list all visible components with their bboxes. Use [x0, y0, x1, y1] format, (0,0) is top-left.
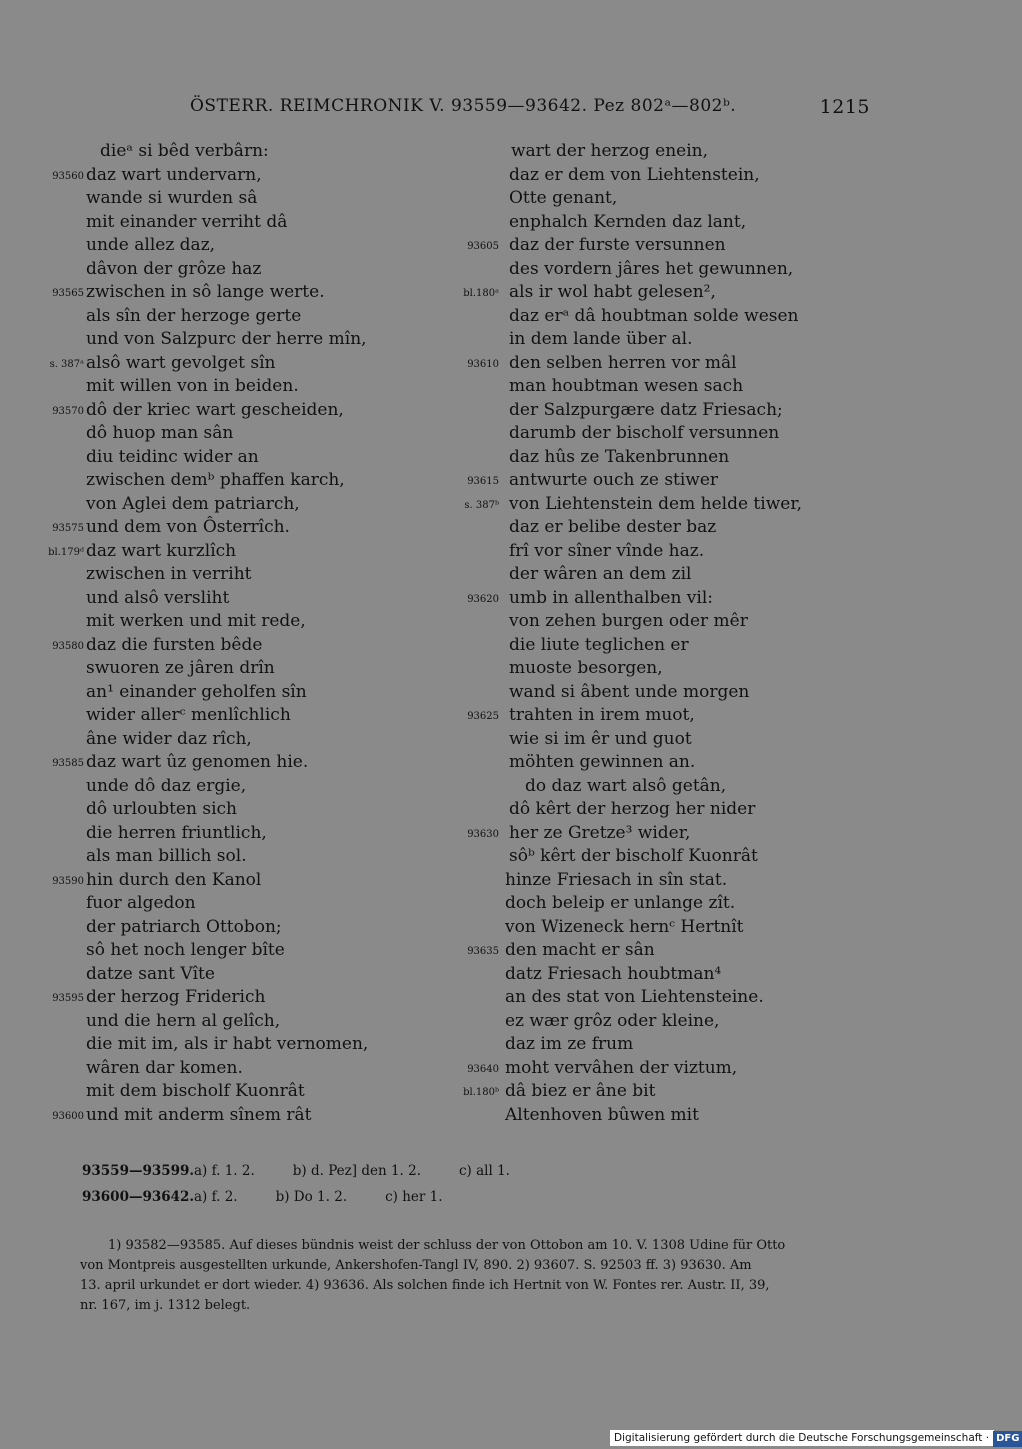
verse-line: [40, 728, 460, 752]
verse-line: [40, 587, 460, 611]
verse-text: und von Salzpurc der herre mîn,: [86, 329, 367, 349]
verse-line: [455, 540, 875, 564]
verse-text: alsô wart gevolget sîn: [86, 352, 276, 373]
apparatus-item: a) f. 1. 2.: [194, 1163, 255, 1179]
verse-line: [40, 634, 460, 658]
verse-line: [455, 845, 875, 869]
verse-line: [455, 657, 875, 681]
line-number: 93600: [52, 1110, 84, 1122]
verse-line: [455, 187, 875, 211]
verse-line: [455, 516, 875, 540]
verse-text: wart der herzog enein,: [511, 141, 708, 161]
line-number: 93565: [52, 288, 84, 299]
verse-text: antwurte ouch ze stiwer: [509, 470, 719, 490]
verse-text: do daz wart alsô getân,: [525, 775, 727, 796]
verse-line: [455, 493, 875, 517]
line-number: s. 387ᵃ: [49, 358, 84, 370]
verse-text: daz wart kurzlîch: [86, 540, 237, 561]
verse-text: trahten in irem muot,: [509, 705, 695, 725]
verse-line: [455, 963, 875, 987]
verse-text: swuoren ze jâren drîn: [86, 658, 275, 678]
verse-line: [40, 140, 460, 164]
verse-line: [40, 563, 460, 587]
verse-line: [455, 375, 875, 399]
verse-text: und alsô versliht: [86, 587, 230, 608]
verse-text: daz er dem von Liehtenstein,: [509, 164, 760, 185]
verse-text: daz im ze frum: [505, 1034, 634, 1054]
right-verse-column: [455, 140, 875, 1127]
verse-text: sô het noch lenger bîte: [86, 940, 285, 960]
verse-text: des vordern jâres het gewunnen,: [509, 258, 794, 279]
verse-line: [455, 140, 875, 164]
verse-line: [40, 164, 460, 188]
verse-text: ez wær grôz oder kleine,: [505, 1010, 720, 1031]
line-number: 93640: [467, 1063, 499, 1075]
line-number: 93630: [467, 828, 499, 840]
verse-text: von Aglei dem patriarch,: [86, 493, 300, 514]
verse-line: [40, 493, 460, 517]
line-number: 93585: [52, 758, 84, 769]
verse-line: [455, 469, 875, 493]
verse-line: [40, 892, 460, 916]
line-number: bl.179ᵈ: [48, 546, 84, 558]
verse-line: [40, 399, 460, 423]
verse-line: [40, 1033, 460, 1057]
verse-line: [40, 869, 460, 893]
line-number: 93615: [467, 476, 499, 487]
left-verse-column: [40, 140, 460, 1127]
verse-text: âne wider daz rîch,: [86, 728, 252, 749]
line-number: 93590: [52, 875, 84, 887]
verse-line: [455, 798, 875, 822]
verse-text: Altenhoven bûwen mit: [505, 1104, 699, 1125]
verse-line: [455, 634, 875, 658]
verse-text: die herren friuntlich,: [86, 822, 267, 843]
verse-text: dieᵃ si bêd verbârn:: [100, 141, 269, 161]
verse-text: als ir wol habt gelesen²,: [509, 282, 716, 302]
verse-text: und dem von Ôsterrîch.: [86, 517, 290, 537]
verse-line: [40, 281, 460, 305]
apparatus-range: 93559—93599.: [82, 1163, 195, 1179]
verse-line: [40, 704, 460, 728]
verse-line: [40, 916, 460, 940]
dfg-logo: DFG: [993, 1431, 1022, 1447]
line-number: bl.180ᵇ: [463, 1087, 499, 1098]
verse-line: [40, 446, 460, 470]
verse-text: in dem lande über al.: [509, 329, 693, 349]
verse-text: zwischen in verriht: [86, 564, 252, 584]
verse-text: enphalch Kernden daz lant,: [509, 211, 747, 232]
verse-line: [40, 845, 460, 869]
verse-line: [40, 681, 460, 705]
verse-text: wider allerᶜ menlîchlich: [86, 705, 291, 725]
verse-text: wie si im êr und guot: [509, 728, 692, 749]
verse-text: die mit im, als ir habt vernomen,: [86, 1034, 369, 1054]
verse-text: dô der kriec wart gescheiden,: [86, 399, 344, 420]
verse-text: Otte genant,: [509, 188, 618, 208]
line-number: 93580: [52, 640, 84, 652]
verse-text: wand si âbent unde morgen: [509, 681, 750, 702]
line-number: 93560: [52, 170, 84, 182]
verse-text: die liute teglichen er: [509, 634, 689, 655]
verse-line: [40, 1057, 460, 1081]
verse-text: zwischen demᵇ phaffen karch,: [86, 470, 345, 490]
verse-line: [455, 164, 875, 188]
verse-line: [455, 587, 875, 611]
footnote-line: 13. april urkundet er dort wieder. 4) 93636. Als solchen finde ich Hertnit von W. Fontes rer. Austr. II, 39,: [80, 1278, 770, 1293]
verse-text: man houbtman wesen sach: [509, 376, 744, 396]
apparatus-item: c) all 1.: [459, 1163, 510, 1179]
verse-line: [455, 728, 875, 752]
line-number: 93610: [467, 358, 499, 370]
verse-text: doch beleip er unlange zît.: [505, 893, 736, 913]
verse-line: [40, 328, 460, 352]
verse-text: von zehen burgen oder mêr: [509, 611, 748, 631]
verse-text: dâ biez er âne bit: [505, 1081, 656, 1101]
verse-text: muoste besorgen,: [509, 658, 663, 678]
verse-line: [40, 234, 460, 258]
verse-text: umb in allenthalben vil:: [509, 587, 714, 608]
verse-line: [40, 657, 460, 681]
verse-line: [40, 305, 460, 329]
verse-line: [455, 916, 875, 940]
verse-line: [455, 422, 875, 446]
page-number: 1215: [819, 96, 870, 118]
verse-text: zwischen in sô lange werte.: [86, 282, 325, 302]
footer-text: Digitalisierung gefördert durch die Deutsche Forschungsgemeinschaft ·: [614, 1432, 990, 1444]
verse-line: [455, 775, 875, 799]
verse-line: [40, 798, 460, 822]
verse-line: [40, 775, 460, 799]
apparatus-row: [82, 1184, 882, 1210]
verse-line: [455, 305, 875, 329]
verse-line: [40, 963, 460, 987]
verse-text: unde allez daz,: [86, 235, 216, 255]
verse-line: [40, 258, 460, 282]
verse-line: [455, 751, 875, 775]
verse-text: hinze Friesach in sîn stat.: [505, 869, 728, 890]
footnote-line: nr. 167, im j. 1312 belegt.: [80, 1298, 251, 1313]
verse-text: datze sant Vîte: [86, 963, 215, 984]
verse-text: der wâren an dem zil: [509, 564, 692, 584]
verse-line: [455, 986, 875, 1010]
apparatus-item: b) Do 1. 2.: [275, 1189, 348, 1205]
verse-text: daz hûs ze Takenbrunnen: [509, 446, 730, 467]
verse-text: daz wart ûz genomen hie.: [86, 752, 309, 772]
verse-text: daz er belibe dester baz: [509, 517, 717, 537]
verse-line: [455, 869, 875, 893]
verse-line: [455, 1080, 875, 1104]
line-number: 93625: [467, 711, 499, 722]
verse-line: [40, 1010, 460, 1034]
verse-line: [40, 751, 460, 775]
verse-text: daz der furste versunnen: [509, 235, 726, 255]
verse-text: wâren dar komen.: [86, 1057, 243, 1078]
verse-line: [40, 187, 460, 211]
line-number: bl.180ᵃ: [463, 288, 499, 299]
line-number: 93595: [52, 993, 84, 1004]
verse-line: [455, 399, 875, 423]
verse-line: [455, 258, 875, 282]
verse-line: [40, 211, 460, 235]
verse-text: und mit anderm sînem rât: [86, 1104, 312, 1125]
verse-line: [40, 986, 460, 1010]
verse-text: der Salzpurgære datz Friesach;: [509, 399, 783, 420]
verse-line: [455, 1057, 875, 1081]
verse-line: [40, 469, 460, 493]
footnote-line: 1) 93582—93585. Auf dieses bündnis weist der schluss der von Ottobon am 10. V. 1308 Udine für Otto: [108, 1238, 786, 1253]
verse-text: der patriarch Ottobon;: [86, 916, 282, 937]
verse-text: dô kêrt der herzog her nider: [509, 799, 756, 819]
verse-line: [455, 281, 875, 305]
line-number: 93570: [52, 405, 84, 417]
verse-text: der herzog Friderich: [86, 987, 266, 1007]
verse-text: daz erᵃ dâ houbtman solde wesen: [509, 305, 799, 326]
verse-text: dô urloubten sich: [86, 799, 237, 819]
line-number: 93635: [467, 946, 499, 957]
verse-text: moht vervâhen der viztum,: [505, 1057, 738, 1078]
verse-line: [40, 540, 460, 564]
verse-text: als sîn der herzoge gerte: [86, 305, 302, 326]
verse-line: [455, 939, 875, 963]
verse-text: darumb der bischolf versunnen: [509, 423, 780, 443]
verse-line: [40, 939, 460, 963]
verse-text: als man billich sol.: [86, 846, 247, 866]
verse-line: [40, 375, 460, 399]
verse-line: [455, 352, 875, 376]
verse-line: [455, 822, 875, 846]
verse-line: [40, 610, 460, 634]
verse-line: [40, 422, 460, 446]
footnote-line: von Montpreis ausgestellten urkunde, Ankershofen-Tangl IV, 890. 2) 93607. S. 92503 ff. 3) 93630. Am: [80, 1258, 752, 1273]
apparatus-item: b) d. Pez] den 1. 2.: [292, 1163, 421, 1179]
verse-line: [455, 446, 875, 470]
verse-text: mit dem bischolf Kuonrât: [86, 1081, 305, 1101]
verse-text: möhten gewinnen an.: [509, 752, 696, 772]
verse-line: [455, 1010, 875, 1034]
verse-text: dô huop man sân: [86, 423, 234, 443]
verse-line: [455, 681, 875, 705]
verse-text: hin durch den Kanol: [86, 869, 262, 890]
running-header: [190, 96, 870, 124]
verse-line: [455, 1033, 875, 1057]
line-number: 93575: [52, 523, 84, 534]
verse-line: [455, 704, 875, 728]
verse-text: fuor algedon: [86, 893, 196, 913]
verse-text: datz Friesach houbtman⁴: [505, 963, 722, 984]
verse-line: [455, 1104, 875, 1128]
verse-line: [455, 211, 875, 235]
verse-line: [40, 352, 460, 376]
verse-line: [455, 610, 875, 634]
verse-text: daz wart undervarn,: [86, 164, 262, 185]
header-title: ÖSTERR. REIMCHRONIK V. 93559—93642. Pez 802ᵃ—802ᵇ.: [190, 96, 737, 116]
verse-text: an¹ einander geholfen sîn: [86, 681, 307, 702]
verse-text: her ze Gretze³ wider,: [509, 822, 691, 843]
verse-text: an des stat von Liehtensteine.: [505, 987, 764, 1007]
verse-text: wande si wurden sâ: [86, 188, 258, 208]
verse-line: [40, 1104, 460, 1128]
verse-text: den selben herren vor mâl: [509, 352, 737, 373]
verse-text: daz die fursten bêde: [86, 634, 263, 655]
line-number: 93605: [467, 241, 499, 252]
apparatus-item: a) f. 2.: [194, 1189, 238, 1205]
critical-apparatus: [82, 1158, 882, 1210]
line-number: 93620: [467, 593, 499, 605]
verse-text: von Liehtenstein dem helde tiwer,: [509, 493, 802, 514]
verse-text: den macht er sân: [505, 940, 655, 960]
line-number: s. 387ᵇ: [464, 499, 499, 511]
dfg-footer: [610, 1430, 1020, 1446]
verse-text: diu teidinc wider an: [86, 446, 259, 467]
apparatus-item: c) her 1.: [385, 1189, 443, 1205]
verse-text: frî vor sîner vînde haz.: [509, 540, 705, 561]
verse-line: [40, 516, 460, 540]
verse-line: [455, 892, 875, 916]
verse-text: mit werken und mit rede,: [86, 611, 306, 631]
verse-text: und die hern al gelîch,: [86, 1010, 281, 1031]
verse-line: [455, 234, 875, 258]
verse-line: [40, 1080, 460, 1104]
apparatus-row: [82, 1158, 882, 1184]
verse-line: [40, 822, 460, 846]
verse-text: sôᵇ kêrt der bischolf Kuonrât: [509, 846, 758, 866]
verse-line: [455, 328, 875, 352]
verse-text: unde dô daz ergie,: [86, 775, 247, 796]
verse-text: von Wizeneck hernᶜ Hertnît: [505, 916, 744, 937]
verse-line: [455, 563, 875, 587]
footnotes: [80, 1236, 860, 1316]
verse-text: dâvon der grôze haz: [86, 258, 262, 279]
verse-text: mit einander verriht dâ: [86, 211, 288, 232]
verse-text: mit willen von in beiden.: [86, 376, 299, 396]
apparatus-range: 93600—93642.: [82, 1189, 195, 1205]
